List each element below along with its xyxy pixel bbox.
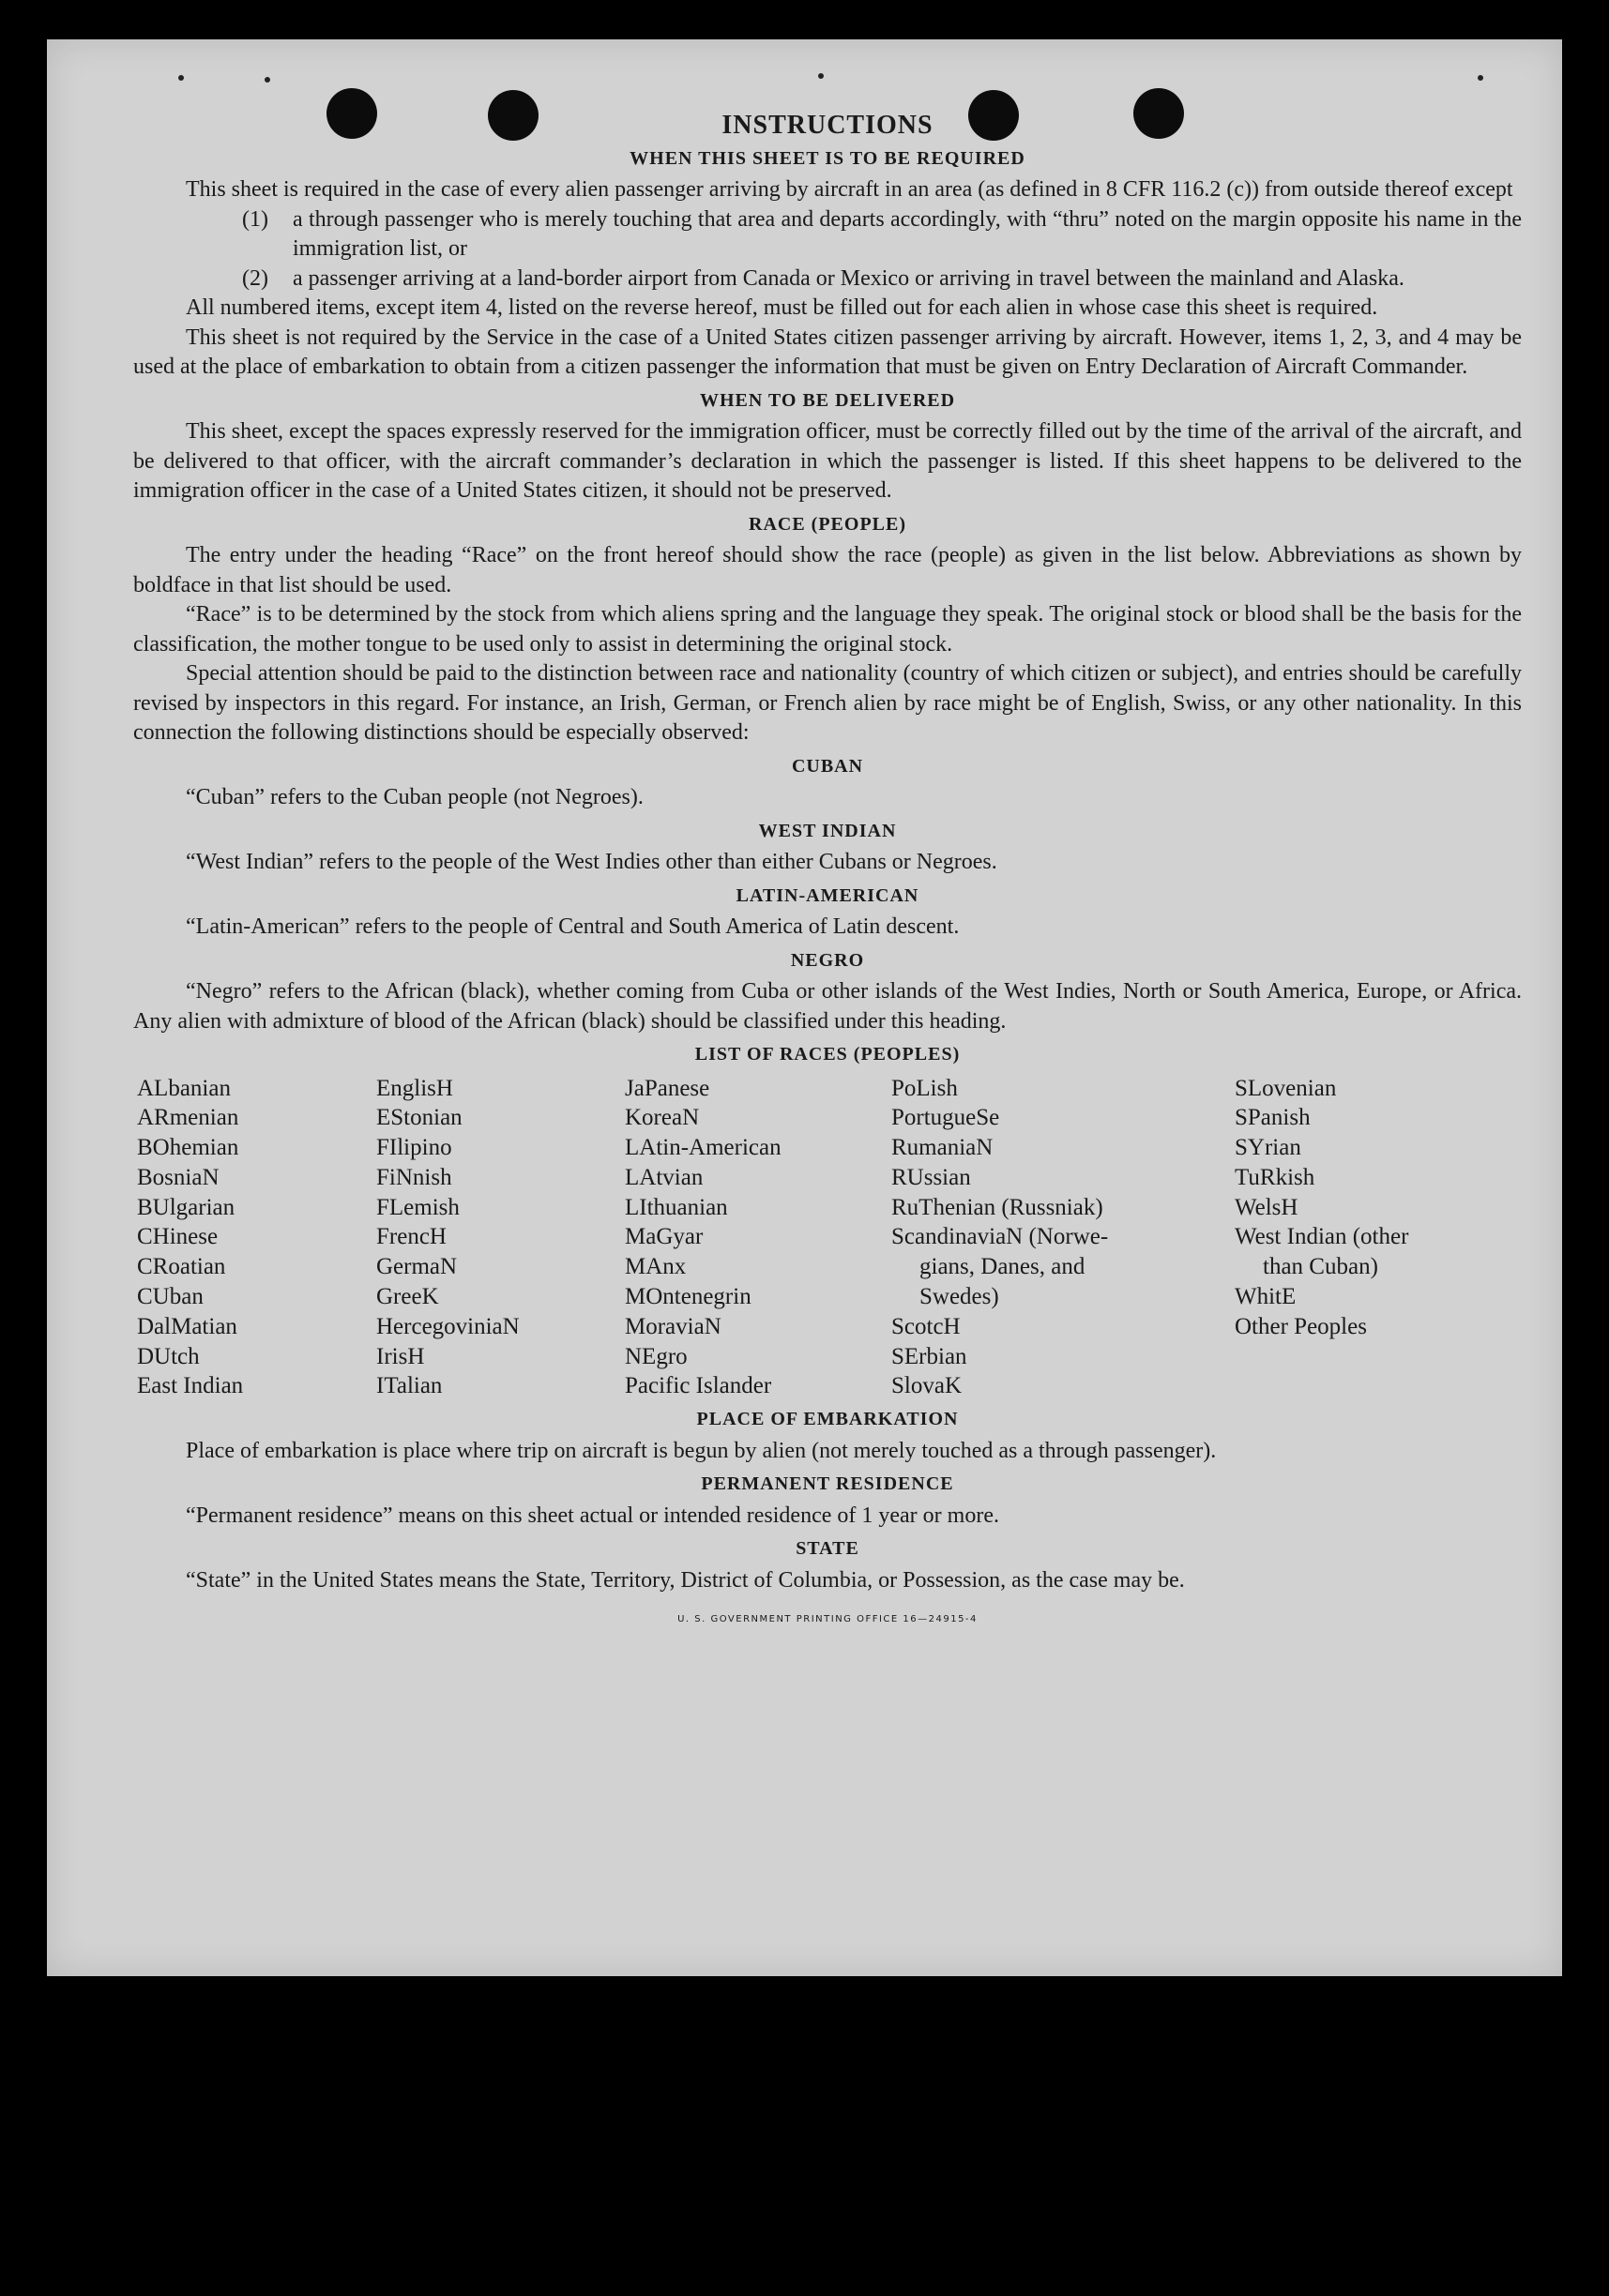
paragraph: Place of embarkation is place where trip on aircraft is begun by alien (not merely touched as a through passenger). bbox=[186, 1438, 1217, 1463]
race-item: RumaniaN bbox=[891, 1135, 994, 1161]
race-item: SlovaK bbox=[891, 1373, 962, 1399]
races-column-1 bbox=[137, 1074, 376, 1402]
paragraph: “Race” is to be determined by the stock from which aliens spring and the language they speak. The original stock or blood shall be the basis for the classification, the mother tongue to be used only to assist in determining the original stock. bbox=[133, 602, 1522, 657]
race-item: NEgro bbox=[625, 1343, 688, 1369]
race-item: LAtvian bbox=[625, 1164, 704, 1190]
race-item: EStonian bbox=[376, 1105, 463, 1131]
paragraph: Special attention should be paid to the distinction between race and nationality (country of which citizen or subject), and entries should be carefully revised by inspectors in this regard. For instance, an Irish, German, or French alien by race might be of English, Swiss, or any other nationality. In this connection the following distinctions should be especially observed: bbox=[133, 661, 1522, 745]
race-item: EnglisH bbox=[376, 1075, 453, 1101]
race-item: DalMatian bbox=[137, 1313, 237, 1339]
paragraph: “State” in the United States means the State, Territory, District of Columbia, or Possession, as the case may be. bbox=[186, 1567, 1185, 1593]
race-item: FIlipino bbox=[376, 1135, 452, 1161]
item-number: (1) bbox=[242, 206, 268, 232]
section-heading-state: STATE bbox=[796, 1538, 859, 1560]
race-item: RuThenian (Russniak) bbox=[891, 1194, 1103, 1220]
paragraph: This sheet, except the spaces expressly reserved for the immigration officer, must be correctly filled out by the time of the arrival of the aircraft, and be delivered to that officer, with the aircraft commander’s declaration in which the passenger is listed. If this sheet happens to be delivered to the immigration officer in the case of a United States citizen, it should not be preserved. bbox=[133, 419, 1522, 503]
race-item: WhitE bbox=[1235, 1284, 1297, 1310]
races-column-5 bbox=[1235, 1074, 1521, 1402]
race-item: West Indian (other bbox=[1235, 1224, 1409, 1250]
race-item: SPanish bbox=[1235, 1105, 1311, 1131]
paragraph: “Permanent residence” means on this sheet actual or intended residence of 1 year or more. bbox=[186, 1503, 999, 1528]
section-heading-latin-american: LATIN-AMERICAN bbox=[736, 884, 919, 906]
race-item-continued: than Cuban) bbox=[1263, 1254, 1378, 1280]
paragraph: “Negro” refers to the African (black), whether coming from Cuba or other islands of the West Indies, North or South America, Europe, or Africa. Any alien with admixture of blood of the African (black) should be classified under this heading. bbox=[133, 979, 1522, 1034]
paragraph: All numbered items, except item 4, listed on the reverse hereof, must be filled out for each alien in whose case this sheet is required. bbox=[186, 295, 1378, 320]
race-item: CRoatian bbox=[137, 1254, 226, 1280]
race-item-continued: gians, Danes, and bbox=[919, 1254, 1085, 1280]
race-item: Pacific Islander bbox=[625, 1373, 772, 1399]
race-item: MAnx bbox=[625, 1254, 687, 1280]
speck-mark bbox=[265, 77, 270, 83]
printer-imprint: U. S. GOVERNMENT PRINTING OFFICE 16—24915-4 bbox=[677, 1614, 978, 1625]
race-item: FrencH bbox=[376, 1224, 447, 1250]
race-item: GreeK bbox=[376, 1284, 439, 1310]
document-sheet bbox=[47, 39, 1562, 1976]
race-item: PoLish bbox=[891, 1075, 958, 1101]
section-heading-required: WHEN THIS SHEET IS TO BE REQUIRED bbox=[630, 147, 1025, 169]
list-item bbox=[133, 264, 1522, 295]
race-item: MoraviaN bbox=[625, 1313, 721, 1339]
race-item: LAtin-American bbox=[625, 1135, 782, 1161]
race-item: BOhemian bbox=[137, 1135, 239, 1161]
race-item: ARmenian bbox=[137, 1105, 239, 1131]
speck-mark bbox=[178, 75, 184, 81]
section-heading-negro: NEGRO bbox=[790, 949, 865, 971]
race-item: CUban bbox=[137, 1284, 204, 1310]
paragraph: The entry under the heading “Race” on the front hereof should show the race (people) as given in the list below. Abbreviations as shown by boldface in that list should be used. bbox=[133, 543, 1522, 597]
section-heading-delivered: WHEN TO BE DELIVERED bbox=[699, 389, 956, 411]
race-item: MOntenegrin bbox=[625, 1284, 751, 1310]
paragraph: “Latin-American” refers to the people of Central and South America of Latin descent. bbox=[186, 914, 960, 939]
race-item: BUlgarian bbox=[137, 1194, 235, 1220]
section-heading-west-indian: WEST INDIAN bbox=[758, 820, 897, 841]
race-item: JaPanese bbox=[625, 1075, 710, 1101]
race-item: ALbanian bbox=[137, 1075, 231, 1101]
item-text: a through passenger who is merely touching that area and departs accordingly, with “thru” noted on the margin opposite his name in the immigration list, or bbox=[293, 206, 1522, 261]
race-item: CHinese bbox=[137, 1224, 219, 1250]
races-column-2 bbox=[376, 1074, 625, 1402]
instructions-content bbox=[133, 105, 1522, 1635]
race-item: RUssian bbox=[891, 1164, 971, 1190]
section-heading-cuban: CUBAN bbox=[791, 755, 864, 777]
race-item: MaGyar bbox=[625, 1224, 704, 1250]
race-item: SYrian bbox=[1235, 1135, 1301, 1161]
race-item: TuRkish bbox=[1235, 1164, 1315, 1190]
section-heading-race: RACE (PEOPLE) bbox=[749, 513, 906, 535]
races-list bbox=[137, 1074, 1522, 1402]
race-item: FLemish bbox=[376, 1194, 460, 1220]
race-item: WelsH bbox=[1235, 1194, 1298, 1220]
item-number: (2) bbox=[242, 265, 268, 291]
race-item: ScandinaviaN (Norwe- bbox=[891, 1224, 1109, 1250]
race-item-continued: Swedes) bbox=[919, 1284, 999, 1310]
race-item: ITalian bbox=[376, 1373, 443, 1399]
races-column-4 bbox=[891, 1074, 1235, 1402]
race-item: East Indian bbox=[137, 1373, 244, 1399]
race-item: LIthuanian bbox=[625, 1194, 728, 1220]
section-heading-embarkation: PLACE OF EMBARKATION bbox=[696, 1409, 959, 1430]
list-item bbox=[133, 205, 1522, 264]
paragraph: This sheet is not required by the Service in the case of a United States citizen passenger arriving by aircraft. However, items 1, 2, 3, and 4 may be used at the place of embarkation to obtain from a citizen passenger the information that must be given on Entry Declaration of Aircraft Commander. bbox=[133, 325, 1522, 379]
paragraph: “Cuban” refers to the Cuban people (not Negroes). bbox=[186, 785, 644, 809]
race-item: Other Peoples bbox=[1235, 1313, 1367, 1339]
race-item: ScotcH bbox=[891, 1313, 961, 1339]
race-item: HercegoviniaN bbox=[376, 1313, 520, 1339]
speck-mark bbox=[1478, 75, 1483, 81]
section-heading-residence: PERMANENT RESIDENCE bbox=[701, 1473, 954, 1495]
race-item: IrisH bbox=[376, 1343, 425, 1369]
race-item: DUtch bbox=[137, 1343, 200, 1369]
race-item: FiNnish bbox=[376, 1164, 452, 1190]
race-item: SErbian bbox=[891, 1343, 967, 1369]
speck-mark bbox=[818, 73, 824, 79]
race-item: GermaN bbox=[376, 1254, 458, 1280]
page-title: INSTRUCTIONS bbox=[721, 111, 934, 140]
paragraph: This sheet is required in the case of every alien passenger arriving by aircraft in an area (as defined in 8 CFR 116.2 (c)) from outside thereof except bbox=[186, 177, 1513, 202]
race-item: KoreaN bbox=[625, 1105, 700, 1131]
paragraph: “West Indian” refers to the people of the West Indies other than either Cubans or Negroes. bbox=[186, 850, 997, 874]
race-item: SLovenian bbox=[1235, 1075, 1337, 1101]
race-item: PortugueSe bbox=[891, 1105, 1000, 1131]
section-heading-races-list: LIST OF RACES (PEOPLES) bbox=[694, 1044, 961, 1065]
races-column-3 bbox=[625, 1074, 891, 1402]
item-text: a passenger arriving at a land-border airport from Canada or Mexico or arriving in travel between the mainland and Alaska. bbox=[293, 265, 1404, 291]
race-item: BosniaN bbox=[137, 1164, 220, 1190]
